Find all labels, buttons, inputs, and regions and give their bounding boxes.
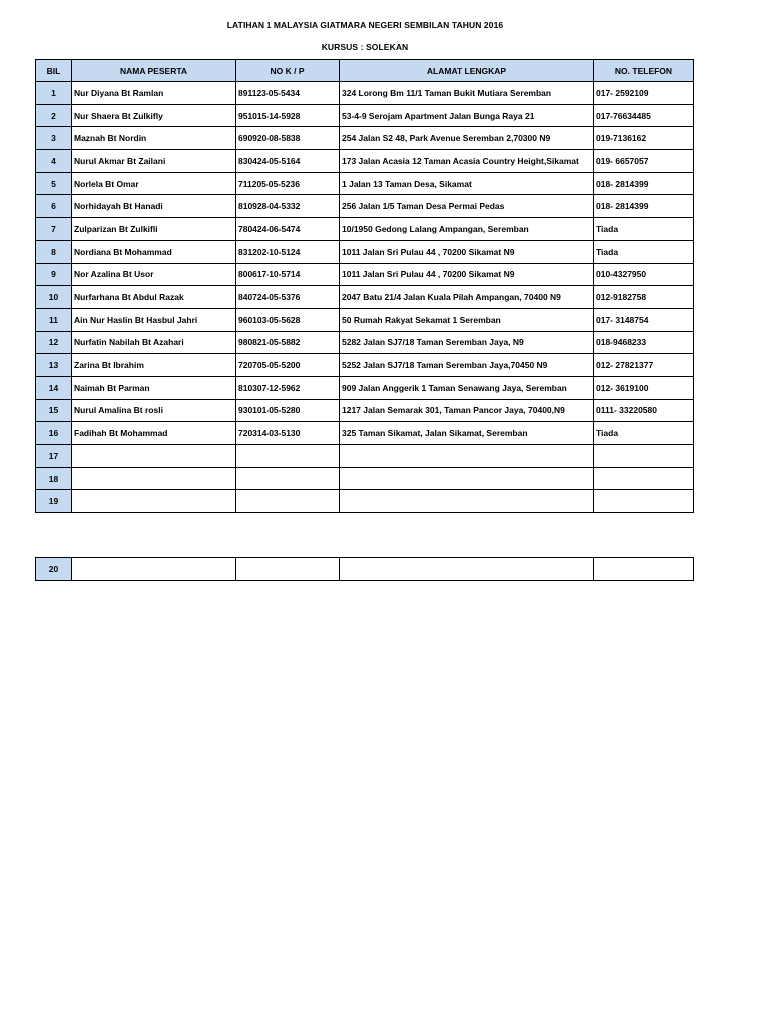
table-row <box>36 263 694 286</box>
cell-bil: 17 <box>36 445 72 468</box>
cell-nama: Nurul Akmar Bt Zailani <box>72 150 236 173</box>
cell-alamat: 5252 Jalan SJ7/18 Taman Seremban Jaya,70450 N9 <box>340 354 594 377</box>
cell-nama: Naimah Bt Parman <box>72 376 236 399</box>
cell-nok: 960103-05-5628 <box>236 308 340 331</box>
cell-bil: 6 <box>36 195 72 218</box>
cell-nok: 720705-05-5200 <box>236 354 340 377</box>
cell-telefon: Tiada <box>594 218 694 241</box>
cell-telefon: Tiada <box>594 240 694 263</box>
cell-nok <box>236 445 340 468</box>
table-row <box>36 82 694 105</box>
cell-alamat <box>340 445 594 468</box>
cell-bil: 19 <box>36 490 72 513</box>
cell-bil: 3 <box>36 127 72 150</box>
cell-telefon <box>594 558 694 581</box>
cell-bil: 15 <box>36 399 72 422</box>
cell-nama <box>72 445 236 468</box>
cell-telefon: 017-76634485 <box>594 104 694 127</box>
cell-bil: 13 <box>36 354 72 377</box>
cell-telefon: 018- 2814399 <box>594 172 694 195</box>
cell-telefon: 012- 27821377 <box>594 354 694 377</box>
cell-telefon: 018-9468233 <box>594 331 694 354</box>
table-row <box>36 308 694 331</box>
cell-bil: 11 <box>36 308 72 331</box>
cell-nama: Nur Shaera Bt Zulkifly <box>72 104 236 127</box>
cell-bil: 14 <box>36 376 72 399</box>
cell-bil: 20 <box>36 558 72 581</box>
table-row <box>36 218 694 241</box>
cell-nama <box>72 558 236 581</box>
participants-table-continued <box>35 557 694 581</box>
cell-telefon: 019-7136162 <box>594 127 694 150</box>
cell-nok <box>236 558 340 581</box>
table-row <box>36 172 694 195</box>
table-row <box>36 490 694 513</box>
column-header-nama: NAMA PESERTA <box>72 60 236 82</box>
cell-alamat <box>340 467 594 490</box>
cell-bil: 16 <box>36 422 72 445</box>
cell-telefon <box>594 445 694 468</box>
cell-alamat: 256 Jalan 1/5 Taman Desa Permai Pedas <box>340 195 594 218</box>
cell-alamat <box>340 558 594 581</box>
cell-nok: 800617-10-5714 <box>236 263 340 286</box>
cell-nok: 810928-04-5332 <box>236 195 340 218</box>
cell-alamat: 909 Jalan Anggerik 1 Taman Senawang Jaya, Seremban <box>340 376 594 399</box>
cell-telefon: Tiada <box>594 422 694 445</box>
cell-alamat: 173 Jalan Acasia 12 Taman Acasia Country Height,Sikamat <box>340 150 594 173</box>
cell-bil: 10 <box>36 286 72 309</box>
cell-alamat: 5282 Jalan SJ7/18 Taman Seremban Jaya, N9 <box>340 331 594 354</box>
cell-alamat: 325 Taman Sikamat, Jalan Sikamat, Seremban <box>340 422 594 445</box>
cell-nok: 720314-03-5130 <box>236 422 340 445</box>
cell-alamat <box>340 490 594 513</box>
table-header-row <box>36 60 694 82</box>
participants-table <box>35 59 694 513</box>
cell-alamat: 254 Jalan S2 48, Park Avenue Seremban 2,70300 N9 <box>340 127 594 150</box>
table-row <box>36 558 694 581</box>
cell-nok: 830424-05-5164 <box>236 150 340 173</box>
cell-alamat: 1011 Jalan Sri Pulau 44 , 70200 Sikamat N9 <box>340 240 594 263</box>
table-row <box>36 150 694 173</box>
cell-nama: Nordiana Bt Mohammad <box>72 240 236 263</box>
cell-nok <box>236 490 340 513</box>
cell-nok: 840724-05-5376 <box>236 286 340 309</box>
cell-nama: Zulparizan Bt Zulkifli <box>72 218 236 241</box>
cell-nok: 780424-06-5474 <box>236 218 340 241</box>
table-row <box>36 331 694 354</box>
cell-nama: Nur Diyana Bt Ramlan <box>72 82 236 105</box>
cell-nok: 951015-14-5928 <box>236 104 340 127</box>
cell-bil: 5 <box>36 172 72 195</box>
cell-nama <box>72 490 236 513</box>
document-title: LATIHAN 1 MALAYSIA GIATMARA NEGERI SEMBILAN TAHUN 2016 <box>226 20 504 30</box>
column-header-bil: BIL <box>36 60 72 82</box>
cell-telefon: 017- 3148754 <box>594 308 694 331</box>
cell-nok: 711205-05-5236 <box>236 172 340 195</box>
column-header-telefon: NO. TELEFON <box>594 60 694 82</box>
cell-alamat: 2047 Batu 21/4 Jalan Kuala Pilah Ampangan, 70400 N9 <box>340 286 594 309</box>
cell-telefon <box>594 467 694 490</box>
cell-telefon <box>594 490 694 513</box>
cell-telefon: 0111- 33220580 <box>594 399 694 422</box>
cell-nama: Nurfatin Nabilah Bt Azahari <box>72 331 236 354</box>
cell-bil: 7 <box>36 218 72 241</box>
cell-telefon: 012-9182758 <box>594 286 694 309</box>
cell-alamat: 324 Lorong Bm 11/1 Taman Bukit Mutiara Seremban <box>340 82 594 105</box>
table-row <box>36 240 694 263</box>
cell-telefon: 019- 6657057 <box>594 150 694 173</box>
cell-nama: Maznah Bt Nordin <box>72 127 236 150</box>
cell-nama: Nor Azalina Bt Usor <box>72 263 236 286</box>
cell-alamat: 1 Jalan 13 Taman Desa, Sikamat <box>340 172 594 195</box>
cell-telefon: 012- 3619100 <box>594 376 694 399</box>
cell-bil: 1 <box>36 82 72 105</box>
table-row <box>36 127 694 150</box>
cell-telefon: 017- 2592109 <box>594 82 694 105</box>
cell-nok <box>236 467 340 490</box>
cell-bil: 12 <box>36 331 72 354</box>
cell-alamat: 50 Rumah Rakyat Sekamat 1 Seremban <box>340 308 594 331</box>
cell-alamat: 1217 Jalan Semarak 301, Taman Pancor Jaya, 70400,N9 <box>340 399 594 422</box>
table-row <box>36 104 694 127</box>
cell-nok: 891123-05-5434 <box>236 82 340 105</box>
table-row <box>36 354 694 377</box>
cell-bil: 2 <box>36 104 72 127</box>
cell-nok: 810307-12-5962 <box>236 376 340 399</box>
cell-telefon: 010-4327950 <box>594 263 694 286</box>
cell-telefon: 018- 2814399 <box>594 195 694 218</box>
cell-alamat: 10/1950 Gedong Lalang Ampangan, Seremban <box>340 218 594 241</box>
table-row <box>36 286 694 309</box>
cell-nama: Fadihah Bt Mohammad <box>72 422 236 445</box>
cell-nama <box>72 467 236 490</box>
cell-nama: Ain Nur Haslin Bt Hasbul Jahri <box>72 308 236 331</box>
cell-nok: 930101-05-5280 <box>236 399 340 422</box>
table-row <box>36 422 694 445</box>
cell-alamat: 1011 Jalan Sri Pulau 44 , 70200 Sikamat N9 <box>340 263 594 286</box>
cell-bil: 18 <box>36 467 72 490</box>
cell-nama: Norlela Bt Omar <box>72 172 236 195</box>
cell-nok: 831202-10-5124 <box>236 240 340 263</box>
cell-nok: 690920-08-5838 <box>236 127 340 150</box>
column-header-nok: NO K / P <box>236 60 340 82</box>
cell-bil: 4 <box>36 150 72 173</box>
table-row <box>36 195 694 218</box>
cell-alamat: 53-4-9 Serojam Apartment Jalan Bunga Raya 21 <box>340 104 594 127</box>
column-header-alamat: ALAMAT LENGKAP <box>340 60 594 82</box>
cell-nok: 980821-05-5882 <box>236 331 340 354</box>
table-row <box>36 376 694 399</box>
course-subtitle: KURSUS : SOLEKAN <box>321 42 409 52</box>
cell-bil: 9 <box>36 263 72 286</box>
table-row <box>36 467 694 490</box>
table-row <box>36 445 694 468</box>
cell-nama: Nurfarhana Bt Abdul Razak <box>72 286 236 309</box>
cell-nama: Zarina Bt Ibrahim <box>72 354 236 377</box>
table-row <box>36 399 694 422</box>
cell-nama: Norhidayah Bt Hanadi <box>72 195 236 218</box>
cell-nama: Nurul Amalina Bt rosli <box>72 399 236 422</box>
cell-bil: 8 <box>36 240 72 263</box>
